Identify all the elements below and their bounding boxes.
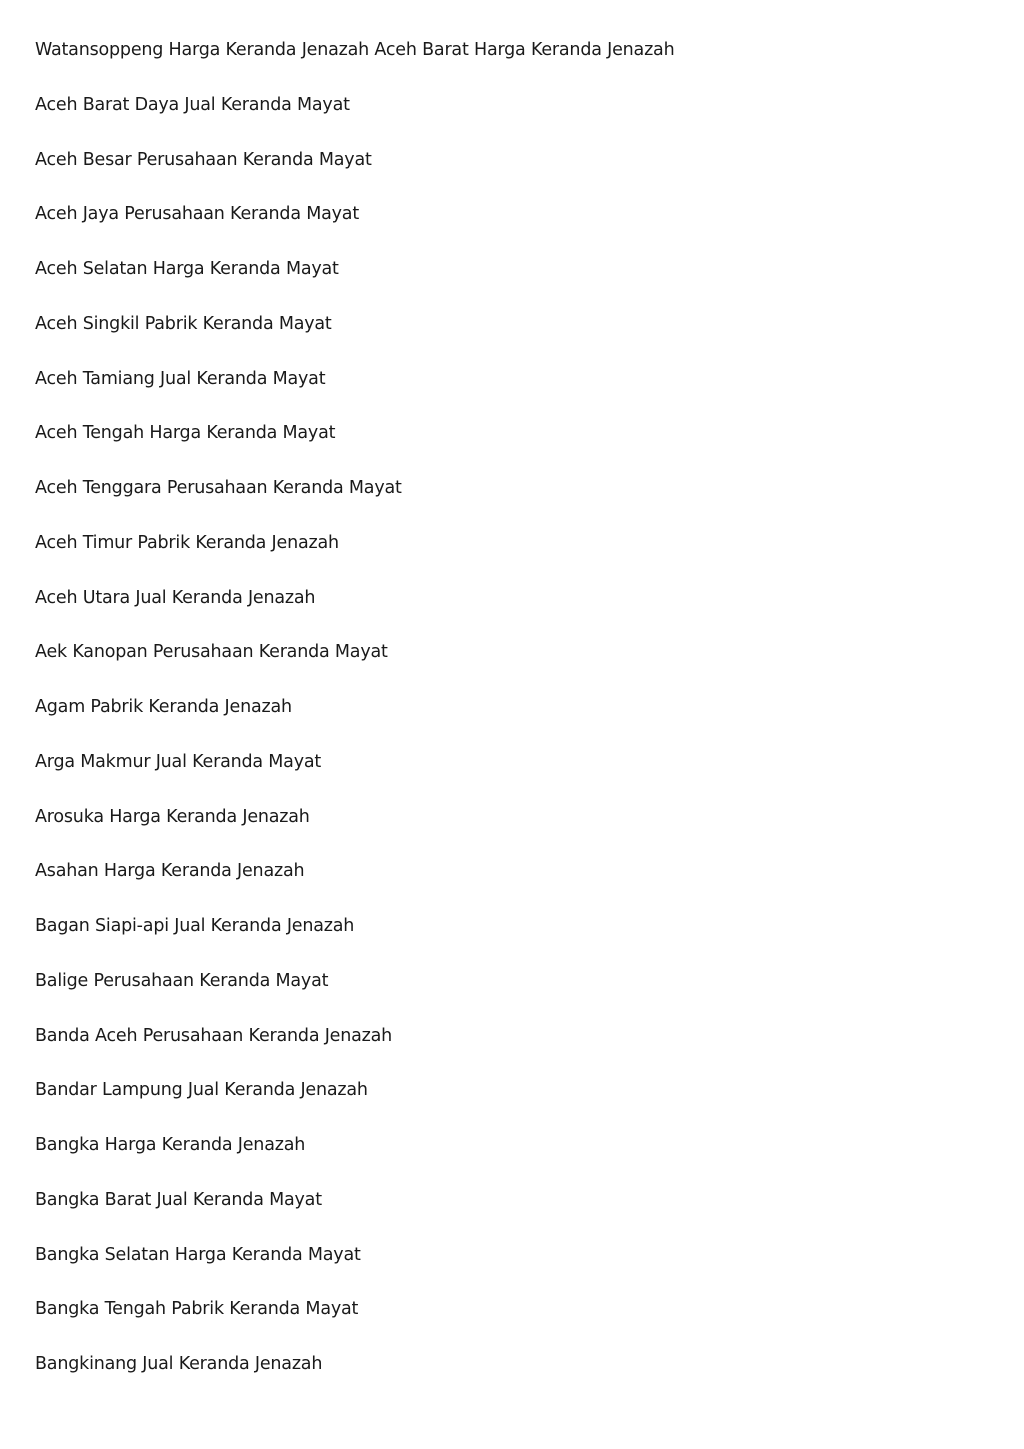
text-line: Agam Pabrik Keranda Jenazah — [35, 697, 292, 717]
text-line: Bangka Tengah Pabrik Keranda Mayat — [35, 1299, 359, 1320]
text-line: Aceh Barat Daya Jual Keranda Mayat — [35, 94, 350, 115]
text-line: Asahan Harga Keranda Jenazah — [35, 861, 305, 882]
text-line: Watansoppeng Harga Keranda Jenazah Aceh Barat Harga Keranda Jenazah — [35, 40, 675, 60]
text-line: Arosuka Harga Keranda Jenazah — [35, 806, 310, 827]
text-line: Aceh Timur Pabrik Keranda Jenazah — [35, 532, 339, 553]
text-line: Balige Perusahaan Keranda Mayat — [35, 970, 329, 991]
text-line: Arga Makmur Jual Keranda Mayat — [35, 751, 322, 772]
text-line: Aek Kanopan Perusahaan Keranda Mayat — [35, 642, 388, 663]
text-line: Aceh Tenggara Perusahaan Keranda Mayat — [35, 478, 402, 498]
text-line: Banda Aceh Perusahaan Keranda Jenazah — [35, 1025, 393, 1046]
text-line: Aceh Besar Perusahaan Keranda Mayat — [35, 149, 372, 170]
text-line: Aceh Singkil Pabrik Keranda Mayat — [35, 313, 332, 334]
text-line: Bangkinang Jual Keranda Jenazah — [35, 1354, 323, 1374]
text-line: Aceh Tamiang Jual Keranda Mayat — [35, 368, 326, 389]
text-line: Aceh Selatan Harga Keranda Mayat — [35, 259, 339, 279]
text-line: Bangka Harga Keranda Jenazah — [35, 1135, 306, 1155]
text-line: Aceh Tengah Harga Keranda Mayat — [35, 423, 336, 444]
text-line: Aceh Jaya Perusahaan Keranda Mayat — [35, 204, 359, 225]
text-line-list — [35, 36, 1004, 1405]
text-line: Bangka Selatan Harga Keranda Mayat — [35, 1244, 361, 1265]
text-line: Bagan Siapi-api Jual Keranda Jenazah — [35, 916, 355, 936]
text-line: Aceh Utara Jual Keranda Jenazah — [35, 587, 316, 608]
text-line: Bandar Lampung Jual Keranda Jenazah — [35, 1080, 368, 1101]
text-line: Bangka Barat Jual Keranda Mayat — [35, 1189, 322, 1210]
